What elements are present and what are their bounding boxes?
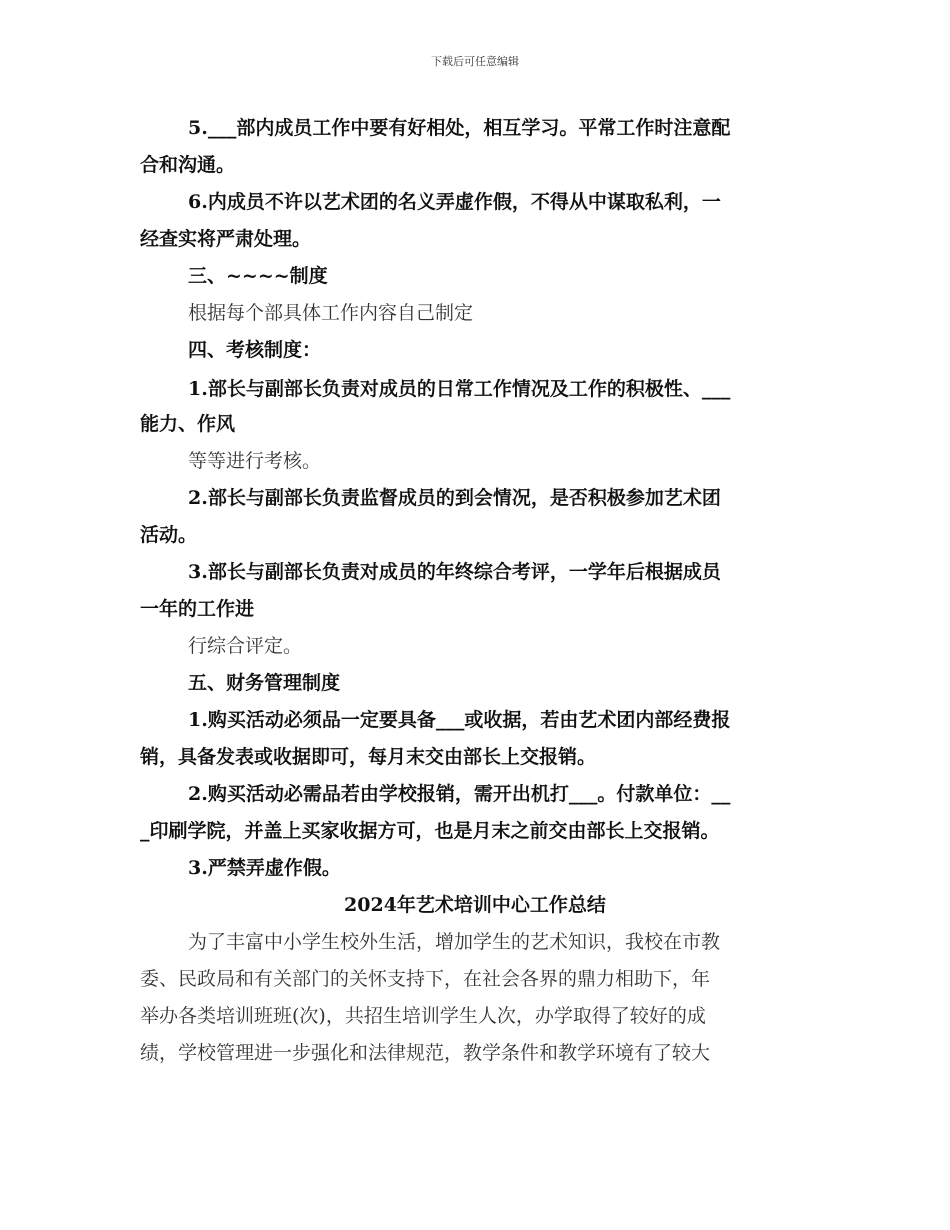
page-header: 下载后可任意编辑 — [431, 55, 519, 68]
paragraph-line: 能力、作风 — [140, 413, 236, 435]
paragraph-line: 根据每个部具体工作内容自己制定 — [188, 302, 474, 324]
paragraph-line: 3.严禁弄虚作假。 — [188, 857, 341, 879]
paragraph-line: 销，具备发表或收据即可，每月末交由部长上交报销。 — [140, 746, 597, 768]
paragraph-line: 委、民政局和有关部门的关怀支持下，在社会各界的鼎力相助下，年 — [140, 968, 711, 990]
paragraph-line: 绩，学校管理进一步强化和法律规范，教学条件和教学环境有了较大 — [140, 1042, 711, 1064]
paragraph-line: 经查实将严肃处理。 — [140, 228, 312, 250]
paragraph-line: 为了丰富中小学生校外生活，增加学生的艺术知识，我校在市教 — [188, 931, 721, 953]
section-heading: 五、财务管理制度 — [188, 672, 341, 694]
paragraph-line: 5.___部内成员工作中要有好相处，相互学习。平常工作时注意配 — [188, 117, 731, 139]
paragraph-line: 1.购买活动必须品一定要具备___或收据，若由艺术团内部经费报 — [188, 709, 731, 731]
paragraph-line: 合和沟通。 — [140, 154, 236, 176]
paragraph-line: 2.购买活动必需品若由学校报销，需开出机打___。付款单位：__ — [188, 783, 731, 805]
paragraph-line: 等等进行考核。 — [188, 450, 322, 472]
paragraph-line: 6.内成员不许以艺术团的名义弄虚作假，不得从中谋取私利，一 — [188, 191, 721, 213]
paragraph-line: 2.部长与副部长负责监督成员的到会情况，是否积极参加艺术团 — [188, 487, 721, 509]
paragraph-line: 1.部长与副部长负责对成员的日常工作情况及工作的积极性、___ — [188, 378, 731, 400]
section-heading: 四、考核制度： — [188, 339, 322, 361]
paragraph-line: _印刷学院，并盖上买家收据方可，也是月末之前交由部长上交报销。 — [140, 820, 720, 842]
paragraph-line: 活动。 — [140, 524, 198, 546]
paragraph-line: 一年的工作进 — [140, 598, 255, 620]
document-title: 2024年艺术培训中心工作总结 — [344, 894, 606, 916]
paragraph-line: 举办各类培训班班(次)，共招生培训学生人次，办学取得了较好的成 — [140, 1005, 706, 1027]
paragraph-line: 3.部长与副部长负责对成员的年终综合考评，一学年后根据成员 — [188, 561, 721, 583]
section-heading: 三、~~~~制度 — [188, 265, 328, 287]
paragraph-line: 行综合评定。 — [188, 635, 303, 657]
